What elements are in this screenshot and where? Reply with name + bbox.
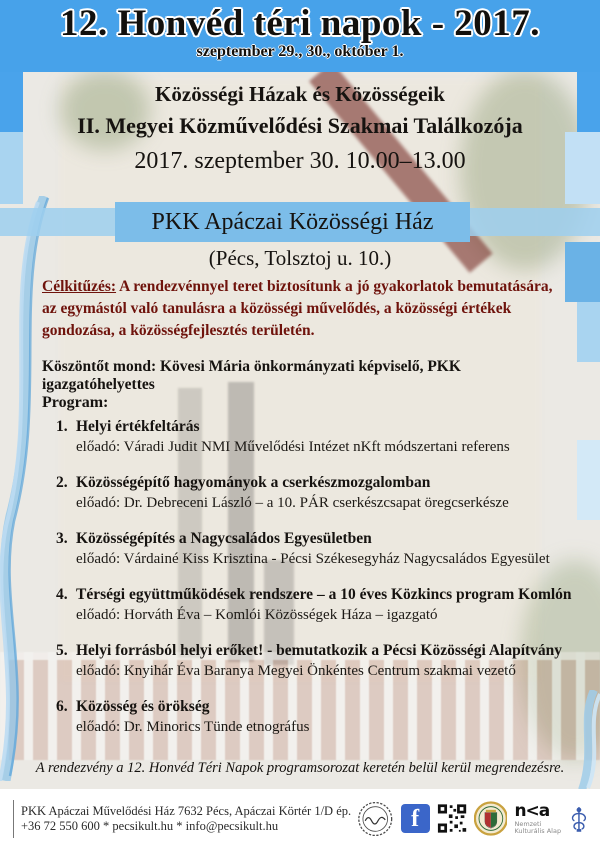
blue-ornament-emblem-icon [568, 803, 590, 835]
left-edge-lightblue-patch [0, 132, 23, 204]
goal-label: Célkitűzés: [42, 278, 117, 295]
right-edge-pale-patch [577, 440, 600, 520]
goal-paragraph [42, 276, 567, 342]
footer-address [21, 804, 351, 834]
program-item-number: 6. [56, 698, 68, 715]
program-item [0, 696, 580, 738]
nka-logo [514, 800, 562, 835]
nka-logo-mark: n<a [514, 800, 550, 821]
program-item-title: Térségi együttműködések rendszere – a 10 éves Közkincs program Komlón [76, 586, 572, 603]
footer-logos [357, 799, 600, 839]
program-list [0, 416, 580, 752]
greeting-line: Köszöntőt mond: Kövesi Mária önkormányzati képviselő, PKK igazgatóhelyettes [42, 358, 461, 393]
program-item-speaker: előadó: Dr. Debreceni László – a 10. PÁR cserkészcsapat öregcserkésze [76, 495, 509, 511]
footer-address-line1: PKK Apáczai Művelődési Ház 7632 Pécs, Apáczai Körtér 1/D ép. [21, 803, 352, 818]
nka-caption-line1: Nemzeti [514, 819, 542, 828]
poster-header [0, 0, 600, 72]
program-item-title: Közösségépítés a Nagycsaládos Egyesületben [76, 530, 372, 547]
event-datetime: 2017. szeptember 30. 10.00–13.00 [134, 148, 466, 174]
program-item-speaker: előadó: Váradi Judit NMI Művelődési Intézet nKft módszertani referens [76, 439, 510, 455]
program-item-number: 3. [56, 530, 68, 547]
program-item-title: Közösségépítő hagyományok a cserkészmozgalomban [76, 474, 431, 491]
right-edge-lightblue-patch [577, 302, 600, 362]
qr-code-icon [437, 802, 467, 835]
footer-address-line2: +36 72 550 600 * pecsikult.hu * info@pecsikult.hu [21, 818, 279, 833]
program-item-number: 2. [56, 474, 68, 491]
left-edge-blue-patch [0, 72, 23, 132]
program-item-number: 4. [56, 586, 68, 603]
goal-text: A rendezvénnyel teret biztosítunk a jó gyakorlatok bemutatására, az egymástól való tanulásra a közösségi művelődés, a közösségi értékek gondozása, a közösségfejlesztés területén. [42, 278, 553, 339]
program-item-speaker: előadó: Horváth Éva – Komlói Közösségek Háza – igazgató [76, 607, 438, 623]
program-item [0, 472, 580, 514]
program-item-title: Közösség és örökség [76, 698, 210, 715]
venue-name: PKK Apáczai Közösségi Ház [115, 202, 470, 242]
program-item-speaker: előadó: Knyihár Éva Baranya Megyei Önkéntes Centrum szakmai vezető [76, 663, 516, 679]
right-edge-blue-patch [565, 242, 600, 302]
program-label: Program: [42, 394, 109, 411]
seal-stamp-icon [357, 799, 393, 839]
program-item [0, 640, 580, 682]
event-title-line2: II. Megyei Közművelődési Szakmai Találkozója [77, 113, 523, 138]
poster-title: 12. Honvéd téri napok - 2017. [59, 3, 541, 44]
program-item [0, 416, 580, 458]
venue-address: (Pécs, Tolsztoj u. 10.) [208, 246, 392, 270]
program-item [0, 584, 580, 626]
event-title-line1: Közösségi Házak és Közösségeik [155, 82, 445, 106]
nka-caption-line2: Kulturális Alap [514, 827, 562, 835]
facebook-icon: f [401, 804, 430, 833]
right-edge-pale-patch [565, 132, 600, 204]
program-item-title: Helyi értékfeltárás [76, 418, 200, 435]
program-item-speaker: előadó: Dr. Minorics Tünde etnográfus [76, 719, 310, 735]
series-note: A rendezvény a 12. Honvéd Téri Napok programsorozat keretén belül kerül megrendezésre. [35, 760, 565, 776]
footer-bar [0, 789, 600, 848]
program-item-speaker: előadó: Várdainé Kiss Krisztina - Pécsi Székesegyház Nagycsaládos Egyesület [76, 551, 550, 567]
footer-divider [13, 800, 14, 838]
right-edge-blue-patch [577, 72, 600, 132]
program-item-number: 5. [56, 642, 68, 659]
program-item-title: Helyi forrásból helyi erőket! - bemutatkozik a Pécsi Közösségi Alapítvány [76, 642, 563, 659]
program-item-number: 1. [56, 418, 68, 435]
program-item [0, 528, 580, 570]
poster-dates: szeptember 29., 30., október 1. [196, 43, 404, 60]
coat-of-arms-seal-icon [474, 800, 508, 837]
